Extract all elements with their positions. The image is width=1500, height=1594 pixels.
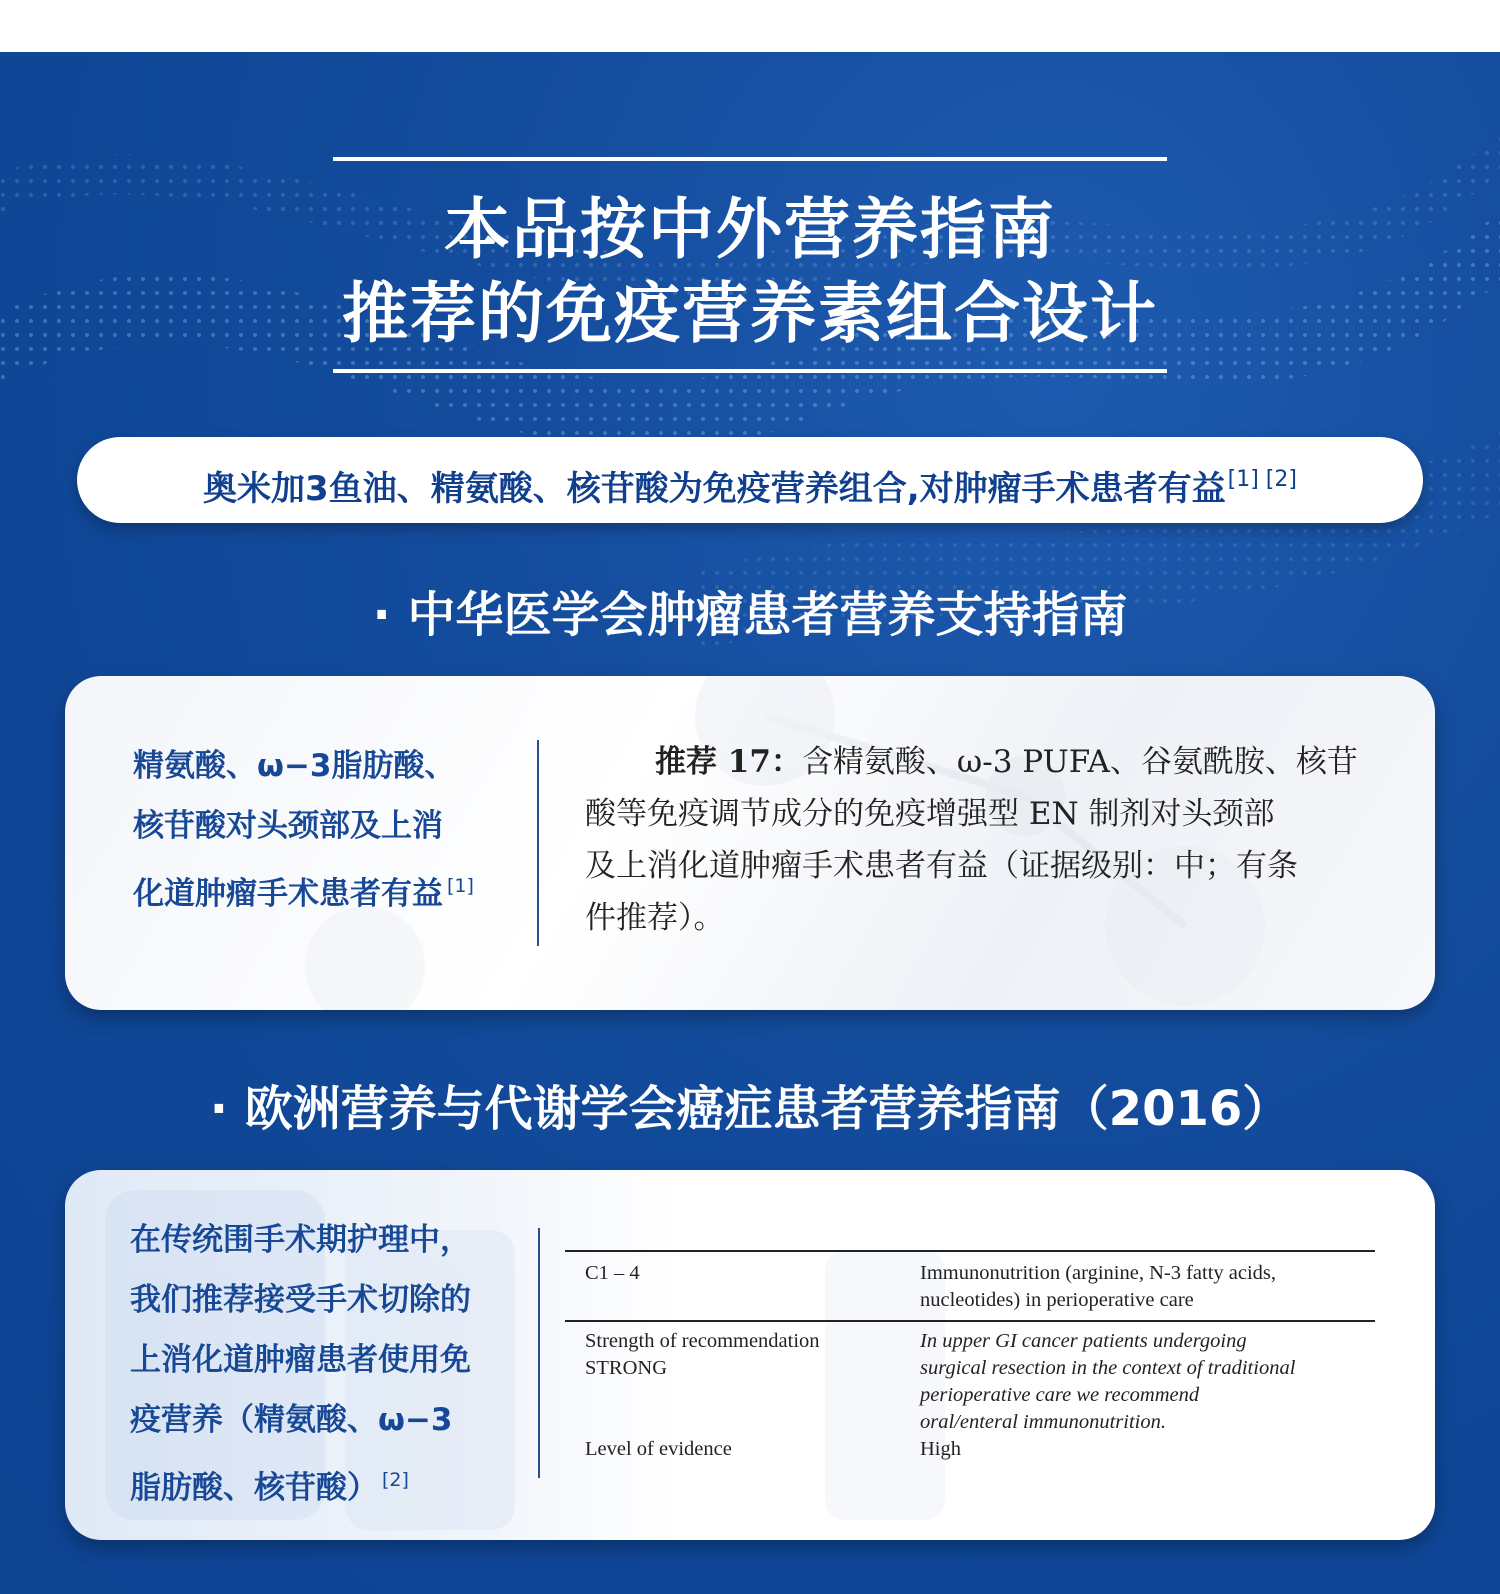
cma-recommendation — [585, 736, 1365, 944]
cma-summary-line — [133, 856, 474, 924]
espen-summary-line — [130, 1450, 471, 1518]
table-cell-topic: Immunonutrition (arginine, N-3 fatty acids, — [920, 1262, 1277, 1284]
recommendation-line: 件推荐）。 — [585, 900, 725, 936]
cma-summary-line: 精氨酸、ω−3脂肪酸、 — [133, 748, 456, 784]
recommendation-line — [585, 736, 1365, 788]
cma-summary-line: 核苷酸对头颈部及上消 — [133, 808, 443, 844]
espen-summary-line: 在传统围手术期护理中， — [130, 1222, 471, 1258]
table-cell-evidence-value: High — [920, 1438, 961, 1460]
title-rule-bottom — [333, 369, 1167, 373]
table-cell-strength-value: STRONG — [585, 1357, 668, 1379]
table-cell-statement: oral/enteral immunonutrition. — [920, 1411, 1166, 1433]
card-divider — [538, 1228, 540, 1478]
highlight-banner-claim: 奥米加3鱼油、精氨酸、核苷酸为免疫营养组合,对肿瘤手术患者有益 — [203, 469, 1226, 509]
recommendation-label: 推荐 17： — [655, 744, 802, 780]
page-title-line-1: 本品按中外营养指南 — [444, 191, 1056, 268]
page-title-line-2: 推荐的免疫营养素组合设计 — [342, 275, 1158, 352]
guideline-card-espen — [65, 1170, 1435, 1540]
highlight-banner — [77, 437, 1423, 523]
espen-summary-line-text: 脂肪酸、核苷酸） — [130, 1470, 378, 1506]
table-cell-evidence-label: Level of evidence — [585, 1438, 732, 1460]
espen-summary-ref: [2] — [382, 1469, 409, 1491]
section-heading-espen: · 欧洲营养与代谢学会癌症患者营养指南（2016） — [209, 1081, 1291, 1137]
table-cell-topic: nucleotides) in perioperative care — [920, 1289, 1194, 1311]
espen-summary-line: 疫营养（精氨酸、ω−3 — [130, 1402, 453, 1438]
cma-summary — [133, 736, 474, 924]
cma-summary-line-text: 化道肿瘤手术患者有益 — [133, 876, 443, 912]
table-cell-statement: surgical resection in the context of traditional — [920, 1357, 1296, 1379]
table-cell-statement: perioperative care we recommend — [920, 1384, 1200, 1406]
espen-summary-line: 我们推荐接受手术切除的 — [130, 1282, 471, 1318]
highlight-banner-refs: [1] [2] — [1227, 467, 1297, 492]
recommendation-line: 酸等免疫调节成分的免疫增强型 EN 制剂对头颈部 — [585, 796, 1275, 832]
recommendation-line: 及上消化道肿瘤手术患者有益（证据级别：中；有条 — [585, 848, 1298, 884]
espen-summary-line: 上消化道肿瘤患者使用免 — [130, 1342, 471, 1378]
table-cell-strength-label: Strength of recommendation — [585, 1330, 820, 1352]
title-rule-top — [333, 157, 1167, 161]
table-cell-statement: In upper GI cancer patients undergoing — [920, 1330, 1247, 1352]
table-cell-id: C1 – 4 — [585, 1262, 640, 1284]
cma-summary-ref: [1] — [447, 875, 474, 897]
table-rule — [565, 1320, 1375, 1322]
card-divider — [537, 740, 539, 946]
guideline-card-cma — [65, 676, 1435, 1010]
recommendation-text: 含精氨酸、ω-3 PUFA、谷氨酰胺、核苷 — [801, 744, 1358, 780]
espen-summary — [130, 1210, 471, 1518]
table-rule — [565, 1250, 1375, 1252]
highlight-banner-text — [77, 437, 1423, 523]
section-heading-cma: · 中华医学会肿瘤患者营养支持指南 — [372, 587, 1128, 643]
